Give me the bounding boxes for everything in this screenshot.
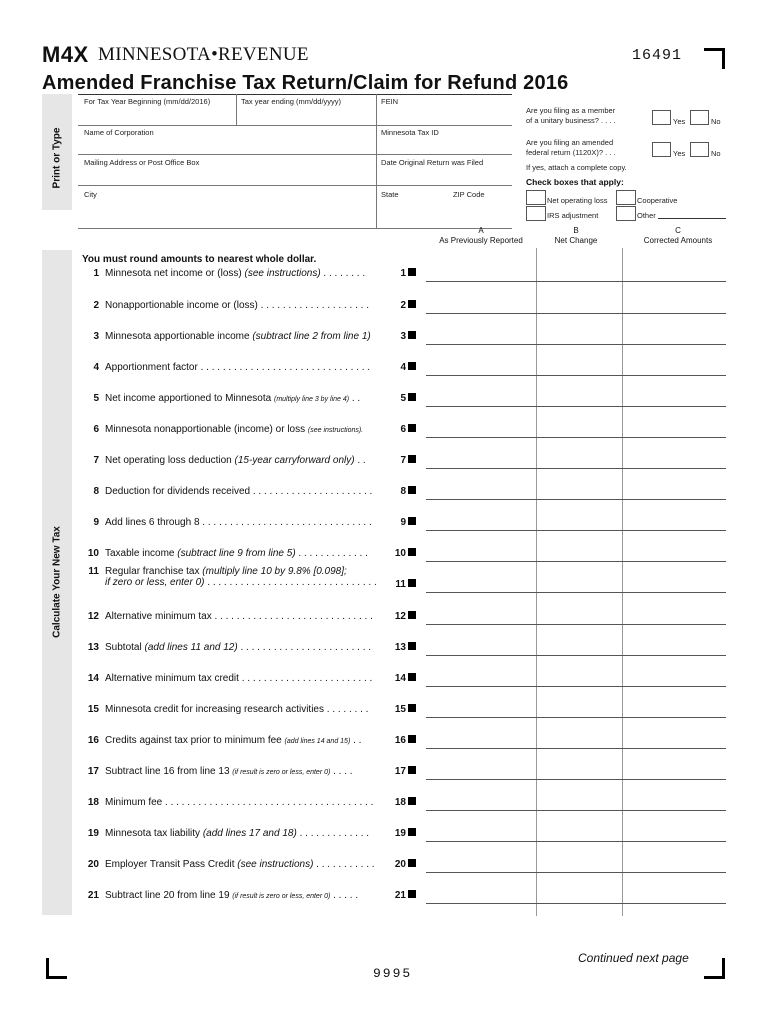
line-17-col-a-field[interactable] xyxy=(426,779,536,780)
line-number: 7 xyxy=(93,455,99,466)
mn-tax-id-field[interactable]: Minnesota Tax ID xyxy=(381,128,439,137)
line-number: 10 xyxy=(87,548,99,559)
column-a-letter: A xyxy=(478,226,484,235)
line-13-ref: 13 xyxy=(386,642,416,653)
line-number: 2 xyxy=(93,300,99,311)
line-10-col-a-field[interactable] xyxy=(426,561,536,562)
line-text: Regular franchise tax xyxy=(105,566,203,577)
grid-line xyxy=(78,125,512,126)
grid-line xyxy=(236,94,237,125)
state-field[interactable]: State xyxy=(381,190,399,199)
column-a-label: As Previously Reported xyxy=(439,236,523,245)
line-instruction: (multiply line 10 by 9.8% [0.098]; xyxy=(202,566,347,577)
line-10-col-c-field[interactable] xyxy=(622,561,726,562)
line-15-label xyxy=(82,704,368,715)
line-5-ref: 5 xyxy=(386,393,416,404)
line-number: 5 xyxy=(93,393,99,404)
line-text: Employer Transit Pass Credit xyxy=(105,859,238,870)
line-20-ref: 20 xyxy=(386,859,416,870)
line-number: 21 xyxy=(87,890,99,901)
line-14-col-c-field[interactable] xyxy=(622,686,726,687)
line-13-col-a-field[interactable] xyxy=(426,655,536,656)
agency-name: MINNESOTA•REVENUE xyxy=(98,44,309,65)
grid-line xyxy=(78,154,512,155)
line-7-label xyxy=(82,455,366,466)
line-7-col-c-field[interactable] xyxy=(622,468,726,469)
column-a-heading xyxy=(426,226,536,246)
line-instruction-small: (see instructions). xyxy=(307,427,364,434)
corporation-name-field[interactable]: Name of Corporation xyxy=(84,128,154,137)
line-5-col-b-field[interactable] xyxy=(536,406,622,407)
line-13-col-b-field[interactable] xyxy=(536,655,622,656)
unitary-question-line2: of a unitary business? . . . . xyxy=(526,116,616,126)
line-9-col-a-field[interactable] xyxy=(426,530,536,531)
line-instruction: (subtract line 9 from line 5) xyxy=(177,548,296,559)
unitary-no-checkbox[interactable] xyxy=(690,110,709,125)
line-14-label xyxy=(82,673,372,684)
line-leader-dots: . . . . xyxy=(330,766,353,777)
line-3-col-c-field[interactable] xyxy=(622,344,726,345)
line-instruction-small: (add lines 14 and 15) xyxy=(284,738,351,745)
line-2-col-a-field[interactable] xyxy=(426,313,536,314)
page-code: 9995 xyxy=(373,966,413,981)
line-3-ref: 3 xyxy=(386,331,416,342)
line-20-col-c-field[interactable] xyxy=(622,872,726,873)
line-instruction: (see instructions) xyxy=(237,859,314,870)
line-18-ref: 18 xyxy=(386,797,416,808)
line-11-label xyxy=(82,566,377,588)
line-leader-dots: . . . . . . . . . . . xyxy=(313,859,375,870)
line-text: Minnesota nonapportionable (income) or loss xyxy=(105,424,308,435)
unitary-question xyxy=(526,106,616,126)
line-5-col-a-field[interactable] xyxy=(426,406,536,407)
line-text: Minnesota credit for increasing research activities . . . . . . . . xyxy=(105,704,369,715)
line-13-label xyxy=(82,642,371,653)
column-divider-a-b xyxy=(536,248,537,916)
grid-line xyxy=(78,185,512,186)
line-text: Minimum fee . . . . . . . . . . . . . . . . . . . . . . . . . . . . . . . . . . . . . . xyxy=(105,797,374,808)
line-21-col-b-field[interactable] xyxy=(536,903,622,904)
line-10-col-b-field[interactable] xyxy=(536,561,622,562)
line-leader-dots: . . . . . . . . . . . . . . . . . . . . . . . . xyxy=(237,642,372,653)
line-13-col-c-field[interactable] xyxy=(622,655,726,656)
line-21-col-c-field[interactable] xyxy=(622,903,726,904)
calculate-label: Calculate Your New Tax xyxy=(51,526,63,638)
tax-year-begin-field[interactable]: For Tax Year Beginning (mm/dd/2016) xyxy=(84,97,211,106)
line-21-label xyxy=(82,890,358,901)
line-6-ref: 6 xyxy=(386,424,416,435)
line-text: Credits against tax prior to minimum fee xyxy=(105,735,285,746)
line-19-col-b-field[interactable] xyxy=(536,841,622,842)
line-20-col-a-field[interactable] xyxy=(426,872,536,873)
line-7-col-b-field[interactable] xyxy=(536,468,622,469)
line-4-col-a-field[interactable] xyxy=(426,375,536,376)
line-4-col-b-field[interactable] xyxy=(536,375,622,376)
line-text: Subtotal xyxy=(105,642,145,653)
line-text: Alternative minimum tax . . . . . . . . . . . . . . . . . . . . . . . . . . . . . xyxy=(105,611,373,622)
other-specify-line[interactable] xyxy=(658,218,726,219)
line-3-label xyxy=(82,331,371,342)
other-checkbox[interactable] xyxy=(616,206,636,221)
line-6-col-a-field[interactable] xyxy=(426,437,536,438)
print-or-type-label: Print or Type xyxy=(51,127,63,189)
amended-question xyxy=(526,138,616,158)
line-14-col-a-field[interactable] xyxy=(426,686,536,687)
amended-question-line1: Are you filing an amended xyxy=(526,138,614,147)
line-11-col-a-field[interactable] xyxy=(426,592,536,593)
line-4-col-c-field[interactable] xyxy=(622,375,726,376)
line-12-ref: 12 xyxy=(386,611,416,622)
grid-line xyxy=(376,94,377,228)
line-number: 6 xyxy=(93,424,99,435)
line-number: 17 xyxy=(87,766,99,777)
line-4-ref: 4 xyxy=(386,362,416,373)
line-17-label xyxy=(82,766,353,777)
grid-line xyxy=(78,94,512,95)
line-number: 18 xyxy=(87,797,99,808)
line-leader-dots: . . . . . . . . . . . . . . . . . . . . . . . . . . . . . . . xyxy=(204,577,377,588)
line-instruction-small: (if result is zero or less, enter 0) xyxy=(232,893,331,900)
line-12-label xyxy=(82,611,373,622)
column-c-heading xyxy=(622,226,734,246)
line-number: 14 xyxy=(87,673,99,684)
line-leader-dots: . . xyxy=(354,455,366,466)
form-title: Amended Franchise Tax Return/Claim for Refund 2016 xyxy=(42,72,569,94)
line-1-col-b-field[interactable] xyxy=(536,281,622,282)
line-8-ref: 8 xyxy=(386,486,416,497)
line-20-label xyxy=(82,859,375,870)
line-number: 13 xyxy=(87,642,99,653)
line-5-col-c-field[interactable] xyxy=(622,406,726,407)
unitary-yes-label: Yes xyxy=(673,117,686,126)
line-11-col-c-field[interactable] xyxy=(622,592,726,593)
line-19-col-c-field[interactable] xyxy=(622,841,726,842)
line-number: 12 xyxy=(87,611,99,622)
column-b-heading xyxy=(536,226,616,246)
line-leader-dots: . . . . . xyxy=(330,890,359,901)
line-17-col-b-field[interactable] xyxy=(536,779,622,780)
line-8-col-b-field[interactable] xyxy=(536,499,622,500)
line-15-col-a-field[interactable] xyxy=(426,717,536,718)
line-2-ref: 2 xyxy=(386,300,416,311)
line-11-ref: 11 xyxy=(386,579,416,590)
date-filed-field[interactable]: Date Original Return was Filed xyxy=(381,158,484,167)
line-instruction: (see instructions) xyxy=(244,268,321,279)
column-divider-b-c xyxy=(622,248,623,916)
line-instruction: (add lines 17 and 18) xyxy=(202,828,297,839)
line-1-ref: 1 xyxy=(386,268,416,279)
form-number: 16491 xyxy=(632,47,683,64)
line-instruction-cont: if zero or less, enter 0) xyxy=(105,577,205,588)
line-2-col-c-field[interactable] xyxy=(622,313,726,314)
line-text: Deduction for dividends received . . . . . . . . . . . . . . . . . . . . . . xyxy=(105,486,373,497)
line-15-ref: 15 xyxy=(386,704,416,715)
cooperative-checkbox[interactable] xyxy=(616,190,636,205)
line-6-label xyxy=(82,424,363,435)
column-c-label: Corrected Amounts xyxy=(643,236,713,245)
line-8-col-c-field[interactable] xyxy=(622,499,726,500)
line-leader-dots: . . . . . . . . . . . . . xyxy=(296,828,370,839)
unitary-yes-checkbox[interactable] xyxy=(652,110,671,125)
column-c-letter: C xyxy=(675,226,681,235)
line-instruction-small: (multiply line 3 by line 4) xyxy=(274,396,350,403)
line-21-col-a-field[interactable] xyxy=(426,903,536,904)
line-1-col-c-field[interactable] xyxy=(622,281,726,282)
amended-yes-checkbox[interactable] xyxy=(652,142,671,157)
line-15-col-b-field[interactable] xyxy=(536,717,622,718)
irs-adjustment-label: IRS adjustment xyxy=(547,211,599,220)
line-1-label xyxy=(82,268,365,279)
line-number: 11 xyxy=(88,566,99,577)
cooperative-label: Cooperative xyxy=(637,196,678,205)
line-text: Apportionment factor . . . . . . . . . . . . . . . . . . . . . . . . . . . . . . . xyxy=(105,362,371,373)
line-12-col-c-field[interactable] xyxy=(622,624,726,625)
line-18-label xyxy=(82,797,373,808)
line-leader-dots: . . xyxy=(350,735,362,746)
line-9-ref: 9 xyxy=(386,517,416,528)
check-boxes-heading: Check boxes that apply: xyxy=(526,177,624,187)
rounding-note: You must round amounts to nearest whole dollar. xyxy=(82,254,317,265)
line-2-label xyxy=(82,300,369,311)
line-9-label xyxy=(82,517,372,528)
line-number: 4 xyxy=(93,362,99,373)
line-10-label xyxy=(82,548,368,559)
line-7-ref: 7 xyxy=(386,455,416,466)
line-16-label xyxy=(82,735,361,746)
line-2-col-b-field[interactable] xyxy=(536,313,622,314)
continued-note: Continued next page xyxy=(578,951,689,965)
tax-year-end-field[interactable]: Tax year ending (mm/dd/yyyy) xyxy=(241,97,342,106)
corner-mark-bottom-left xyxy=(46,958,67,979)
line-instruction: (subtract line 2 from line 1) xyxy=(252,331,371,342)
line-10-ref: 10 xyxy=(386,548,416,559)
line-number: 3 xyxy=(93,331,99,342)
line-leader-dots: . . . . . . . . xyxy=(320,268,366,279)
line-19-label xyxy=(82,828,369,839)
other-label: Other xyxy=(637,211,656,220)
line-17-ref: 17 xyxy=(386,766,416,777)
line-9-col-c-field[interactable] xyxy=(622,530,726,531)
line-9-col-b-field[interactable] xyxy=(536,530,622,531)
line-18-col-c-field[interactable] xyxy=(622,810,726,811)
line-21-ref: 21 xyxy=(386,890,416,901)
line-16-ref: 16 xyxy=(386,735,416,746)
line-instruction: (add lines 11 and 12) xyxy=(144,642,238,653)
line-15-col-c-field[interactable] xyxy=(622,717,726,718)
line-leader-dots: . . xyxy=(349,393,361,404)
line-text: Taxable income xyxy=(105,548,178,559)
line-number: 20 xyxy=(87,859,99,870)
nol-label: Net operating loss xyxy=(547,196,608,205)
line-20-col-b-field[interactable] xyxy=(536,872,622,873)
line-text: Minnesota net income or (loss) xyxy=(105,268,245,279)
corner-mark-top-right xyxy=(704,48,725,69)
zip-field[interactable]: ZIP Code xyxy=(453,190,485,199)
column-b-label: Net Change xyxy=(554,236,598,245)
amended-question-line2: federal return (1120X)? . . . xyxy=(526,148,616,158)
column-b-letter: B xyxy=(573,226,579,235)
amended-no-label: No xyxy=(711,149,721,158)
line-12-col-b-field[interactable] xyxy=(536,624,622,625)
line-leader-dots: . . . . . . . . . . . . . xyxy=(295,548,368,559)
amended-yes-label: Yes xyxy=(673,149,686,158)
line-text: Add lines 6 through 8 . . . . . . . . . . . . . . . . . . . . . . . . . . . . . . . xyxy=(105,517,372,528)
corner-mark-bottom-right xyxy=(704,958,725,979)
line-text: Alternative minimum tax credit . . . . . . . . . . . . . . . . . . . . . . . . xyxy=(105,673,373,684)
line-3-col-b-field[interactable] xyxy=(536,344,622,345)
line-19-col-a-field[interactable] xyxy=(426,841,536,842)
fein-field[interactable]: FEIN xyxy=(381,97,399,106)
line-text: Minnesota tax liability xyxy=(105,828,203,839)
amended-no-checkbox[interactable] xyxy=(690,142,709,157)
line-text: Minnesota apportionable income xyxy=(105,331,253,342)
line-1-col-a-field[interactable] xyxy=(426,281,536,282)
line-text: Net income apportioned to Minnesota xyxy=(105,393,274,404)
line-number: 15 xyxy=(87,704,99,715)
line-text: Nonapportionable income or (loss) . . . . . . . . . . . . . . . . . . . . xyxy=(105,300,369,311)
line-number: 9 xyxy=(93,517,99,528)
line-text: Subtract line 20 from line 19 xyxy=(105,890,233,901)
line-instruction: (15-year carryforward only) xyxy=(234,455,355,466)
line-12-col-a-field[interactable] xyxy=(426,624,536,625)
line-11-col-b-field[interactable] xyxy=(536,592,622,593)
line-14-ref: 14 xyxy=(386,673,416,684)
city-field[interactable]: City xyxy=(84,190,97,199)
line-5-label xyxy=(82,393,360,404)
line-8-label xyxy=(82,486,372,497)
attach-copy-note: If yes, attach a complete copy. xyxy=(526,163,627,172)
line-number: 8 xyxy=(93,486,99,497)
irs-adjustment-checkbox[interactable] xyxy=(526,206,546,221)
unitary-question-line1: Are you filing as a member xyxy=(526,106,616,115)
line-16-col-a-field[interactable] xyxy=(426,748,536,749)
line-19-ref: 19 xyxy=(386,828,416,839)
line-6-col-c-field[interactable] xyxy=(622,437,726,438)
line-8-col-a-field[interactable] xyxy=(426,499,536,500)
line-number: 16 xyxy=(87,735,99,746)
line-16-col-b-field[interactable] xyxy=(536,748,622,749)
nol-checkbox[interactable] xyxy=(526,190,546,205)
line-17-col-c-field[interactable] xyxy=(622,779,726,780)
line-14-col-b-field[interactable] xyxy=(536,686,622,687)
unitary-no-label: No xyxy=(711,117,721,126)
line-7-col-a-field[interactable] xyxy=(426,468,536,469)
form-code: M4X xyxy=(42,42,89,67)
line-4-label xyxy=(82,362,370,373)
line-text: Net operating loss deduction xyxy=(105,455,235,466)
line-instruction-small: (if result is zero or less, enter 0) xyxy=(232,769,331,776)
line-18-col-a-field[interactable] xyxy=(426,810,536,811)
line-6-col-b-field[interactable] xyxy=(536,437,622,438)
line-text: Subtract line 16 from line 13 xyxy=(105,766,233,777)
line-number: 1 xyxy=(93,268,99,279)
line-16-col-c-field[interactable] xyxy=(622,748,726,749)
line-number: 19 xyxy=(87,828,99,839)
mailing-address-field[interactable]: Mailing Address or Post Office Box xyxy=(84,158,200,167)
line-18-col-b-field[interactable] xyxy=(536,810,622,811)
line-3-col-a-field[interactable] xyxy=(426,344,536,345)
